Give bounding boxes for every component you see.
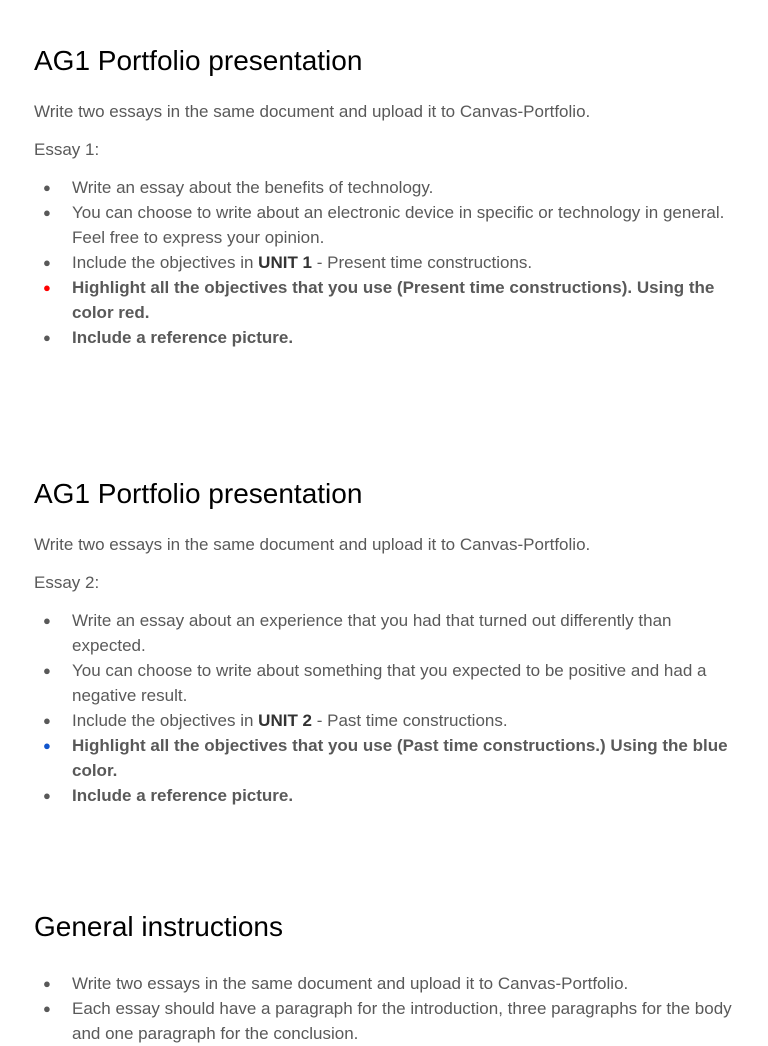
list-item-highlight-red (34, 275, 738, 325)
list-item-text: Each essay should have a paragraph for the introduction, three paragraphs for the body and one paragraph for the conclusion. (72, 999, 732, 1043)
bullet-icon: ● (43, 205, 51, 220)
list-item-text: You can choose to write about something that you expected to be positive and had a negative result. (72, 661, 707, 705)
essay2-label: Essay 2: (34, 573, 100, 592)
essay1-title: AG1 Portfolio presentation (34, 45, 363, 76)
essay1-label: Essay 1: (34, 140, 100, 159)
list-item-text: Write an essay about an experience that you had that turned out differently than expected. (72, 611, 672, 655)
objectives-before: Include the objectives in (72, 711, 259, 730)
list-item-objectives (34, 250, 738, 275)
highlight-instruction: Highlight all the objectives that you use (Present time constructions). Using the color red. (72, 278, 715, 322)
essay2-list (34, 608, 738, 808)
bullet-icon: ● (43, 1001, 51, 1016)
list-item (34, 200, 738, 250)
bullet-icon: ● (43, 713, 51, 728)
general-list (34, 971, 738, 1046)
objectives-before: Include the objectives in (72, 253, 259, 272)
bullet-icon: ● (43, 663, 51, 678)
highlight-instruction: Highlight all the objectives that you use (Past time constructions.) Using the blue color. (72, 736, 728, 780)
list-item-text: Write an essay about the benefits of technology. (72, 178, 434, 197)
general-title: General instructions (34, 911, 284, 942)
list-item-text: You can choose to write about an electronic device in specific or technology in general. Feel free to express your opinion. (72, 203, 725, 247)
bullet-icon: ● (43, 738, 51, 753)
list-item-highlight-blue (34, 733, 738, 783)
bullet-icon: ● (43, 976, 51, 991)
essay1-section (34, 43, 738, 350)
essay2-section (34, 476, 738, 808)
essay1-intro: Write two essays in the same document and upload it to Canvas-Portfolio. (34, 102, 591, 121)
essay1-list (34, 175, 738, 350)
list-item (34, 175, 738, 200)
bullet-icon: ● (43, 180, 51, 195)
list-item (34, 658, 738, 708)
list-item (34, 608, 738, 658)
list-item (34, 996, 738, 1046)
general-section (34, 909, 738, 1046)
unit-label: UNIT 2 (258, 711, 313, 730)
list-item-objectives (34, 708, 738, 733)
bullet-icon: ● (43, 255, 51, 270)
list-item-picture (34, 783, 738, 808)
essay2-intro: Write two essays in the same document and upload it to Canvas-Portfolio. (34, 535, 591, 554)
essay2-title: AG1 Portfolio presentation (34, 478, 363, 509)
bullet-icon: ● (43, 788, 51, 803)
bullet-icon: ● (43, 280, 51, 295)
bullet-icon: ● (43, 613, 51, 628)
list-item (34, 971, 738, 996)
picture-instruction: Include a reference picture. (72, 786, 294, 805)
unit-label: UNIT 1 (258, 253, 313, 272)
objectives-after: - Present time constructions. (312, 253, 533, 272)
picture-instruction: Include a reference picture. (72, 328, 294, 347)
list-item-text: Write two essays in the same document and upload it to Canvas-Portfolio. (72, 974, 629, 993)
bullet-icon: ● (43, 330, 51, 345)
list-item-picture (34, 325, 738, 350)
objectives-after: - Past time constructions. (312, 711, 508, 730)
